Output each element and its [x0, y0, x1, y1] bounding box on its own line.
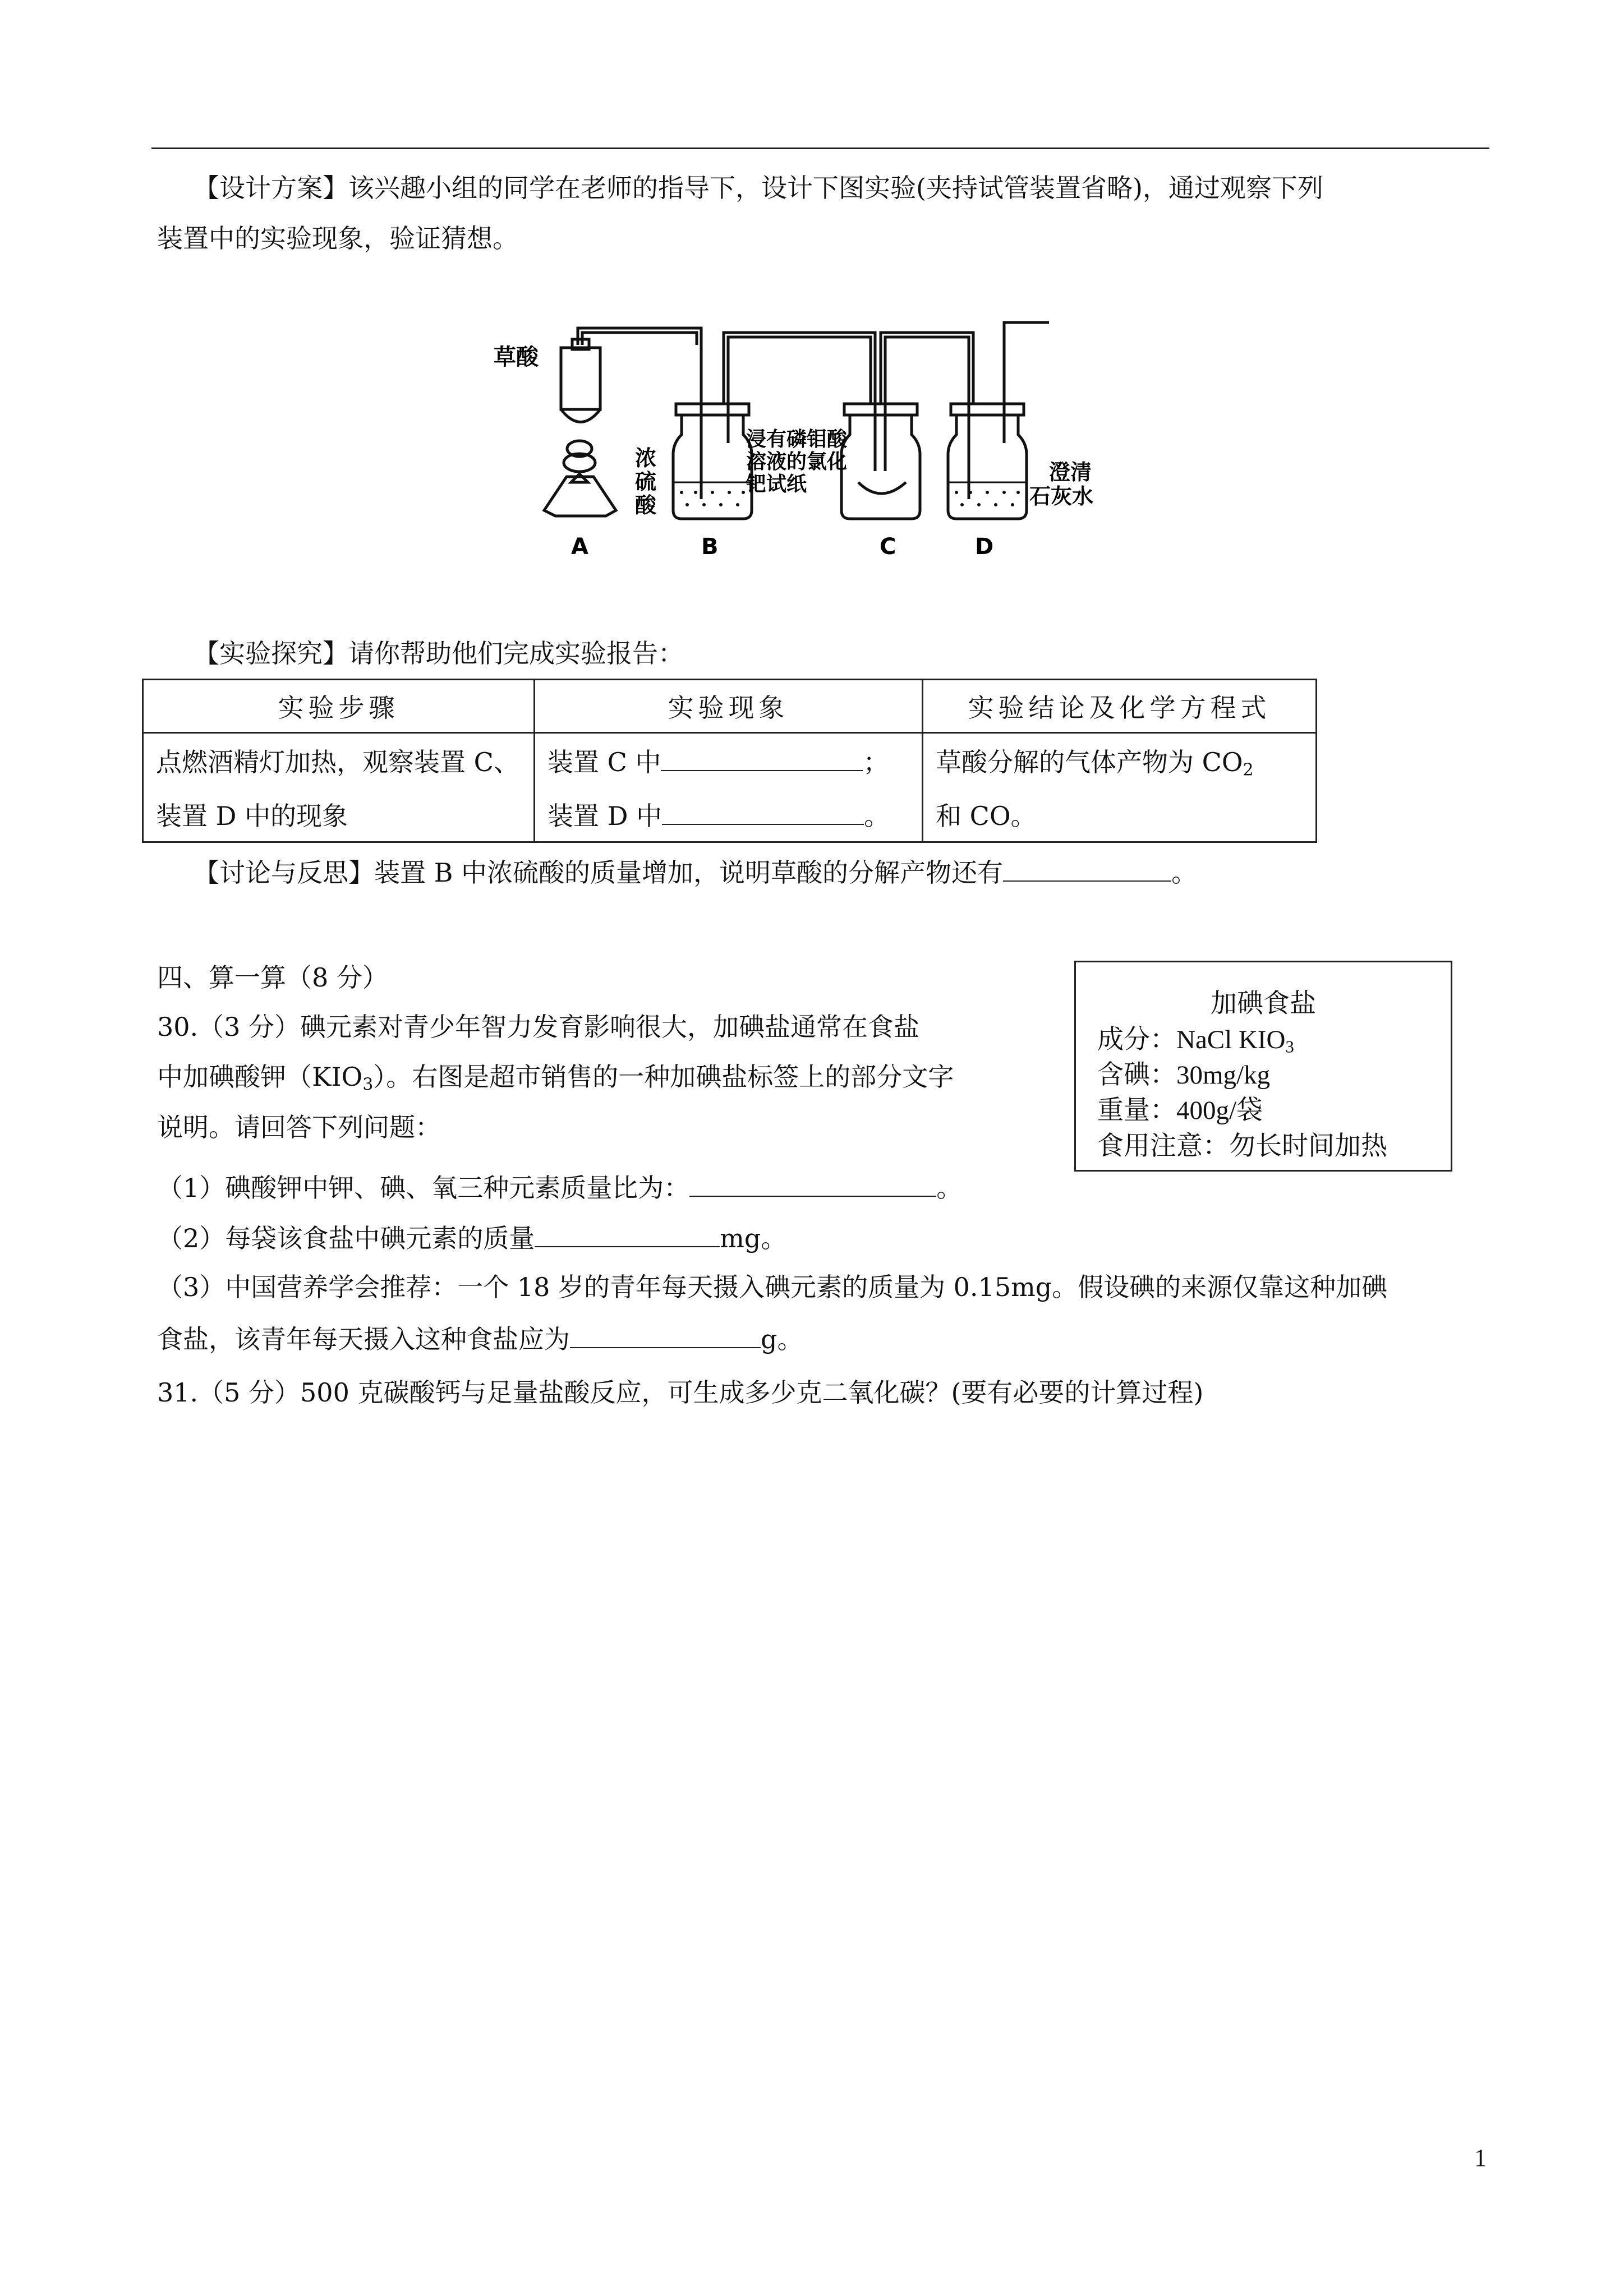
salt-label-ingredients-text: 成分：NaCl KIO	[1097, 1025, 1286, 1054]
report-row-2	[143, 787, 1317, 842]
q30-part-3-text: 食盐，该青年每天摄入这种食盐应为	[157, 1324, 570, 1354]
q30-part-1-text: （1）碘酸钾中钾、碘、氧三种元素质量比为：	[157, 1173, 690, 1203]
label-oxalic: 草酸	[494, 344, 539, 370]
salt-label-iodine: 含碘：30mg/kg	[1097, 1061, 1271, 1090]
salt-label-weight: 重量：400g/袋	[1097, 1096, 1263, 1125]
label-sulfuric-2: 硫	[635, 469, 657, 494]
step-line-2: 装置 D 中的现象	[143, 787, 535, 842]
obs-d-blank[interactable]	[662, 801, 864, 825]
design-line-1: 【设计方案】该兴趣小组的同学在老师的指导下，设计下图实验(夹持试管装置省略)，通过观察下列	[194, 173, 1323, 203]
q30-line-3: 说明。请回答下列问题：	[157, 1112, 441, 1142]
q30-part-1-blank[interactable]	[689, 1173, 936, 1197]
q30-part-3-end: g。	[761, 1324, 803, 1354]
design-line-2: 装置中的实验现象，验证猜想。	[157, 223, 518, 253]
label-paper-2: 溶液的氯化	[746, 450, 848, 473]
section4-title: 四、算一算（8 分）	[157, 962, 388, 993]
header-rule	[151, 147, 1489, 149]
report-row-1	[143, 733, 1317, 788]
discuss-end: 。	[1171, 857, 1198, 888]
step-line-1: 点燃酒精灯加热，观察装置 C、	[143, 733, 535, 788]
q30-part-1	[157, 1173, 962, 1201]
report-table	[142, 679, 1317, 843]
header-observation: 实验现象	[535, 680, 923, 733]
q31-line: 31.（5 分）500 克碳酸钙与足量盐酸反应，可生成多少克二氧化碳？(要有必要的计算过程)	[157, 1377, 1204, 1408]
obs-d-cell	[535, 787, 923, 842]
q30-part-2-end: mg。	[720, 1223, 787, 1253]
discuss-line	[194, 858, 1197, 886]
obs-c-label: 装置 C 中	[548, 747, 661, 777]
label-paper-1: 浸有磷钼酸	[746, 428, 848, 451]
letter-d: D	[975, 534, 994, 560]
label-sulfuric-3: 酸	[635, 493, 657, 518]
conclusion-line-1-cell	[923, 733, 1317, 788]
salt-label-note: 食用注意：勿长时间加热	[1097, 1132, 1387, 1161]
label-lime-2: 石灰水	[1029, 484, 1094, 509]
obs-d-label: 装置 D 中	[548, 801, 663, 831]
label-sulfuric-1: 浓	[635, 446, 657, 471]
salt-label-ingredients	[1097, 1018, 1294, 1056]
header-conclusion: 实验结论及化学方程式	[923, 680, 1317, 733]
salt-label-box	[1074, 961, 1452, 1172]
obs-c-blank[interactable]	[661, 748, 863, 771]
q30-part-3-line-1: （3）中国营养学会推荐：一个 18 岁的青年每天摄入碘元素的质量为 0.15mg。假设碘的来源仅靠这种加碘	[157, 1272, 1388, 1302]
page-number: 1	[1474, 2144, 1487, 2171]
salt-label-ingredients-sub: 3	[1285, 1037, 1294, 1057]
apparatus-diagram	[488, 314, 1128, 572]
label-lime-1: 澄清	[1049, 460, 1092, 485]
q30-line-1: 30.（3 分）碘元素对青少年智力发育影响很大，加碘盐通常在食盐	[157, 1012, 920, 1042]
q30-part-2-blank[interactable]	[535, 1224, 720, 1247]
q30-part-3-line-2	[157, 1325, 803, 1352]
q30-part-3-blank[interactable]	[570, 1325, 761, 1348]
discuss-text: 【讨论与反思】装置 B 中浓硫酸的质量增加，说明草酸的分解产物还有	[194, 857, 1004, 888]
header-step: 实验步骤	[143, 680, 535, 733]
explore-intro: 【实验探究】请你帮助他们完成实验报告：	[194, 638, 684, 668]
label-paper-3: 钯试纸	[746, 473, 807, 496]
q30-line-2-sub: 3	[362, 1075, 374, 1095]
report-header-row	[143, 680, 1317, 733]
q30-line-2-post: ）。右图是超市销售的一种加碘盐标签上的部分文字	[373, 1062, 954, 1092]
q30-line-2	[157, 1062, 954, 1095]
letter-c: C	[880, 534, 896, 560]
q30-line-2-pre: 中加碘酸钾（KIO	[157, 1062, 363, 1092]
q30-part-1-end: 。	[936, 1173, 963, 1203]
discuss-blank[interactable]	[1003, 858, 1171, 882]
obs-c-end: ；	[863, 747, 889, 777]
letter-a: A	[571, 534, 588, 560]
letter-b: B	[701, 534, 719, 560]
q30-part-2	[157, 1224, 786, 1251]
conclusion-sub: 2	[1243, 760, 1254, 780]
q30-part-2-text: （2）每袋该食盐中碘元素的质量	[157, 1223, 535, 1253]
obs-d-end: 。	[864, 801, 890, 831]
conclusion-line-1: 草酸分解的气体产物为 CO	[936, 747, 1243, 777]
conclusion-line-2: 和 CO。	[923, 787, 1317, 842]
salt-label-title: 加碘食盐	[1211, 989, 1316, 1018]
obs-c-cell	[535, 733, 923, 788]
